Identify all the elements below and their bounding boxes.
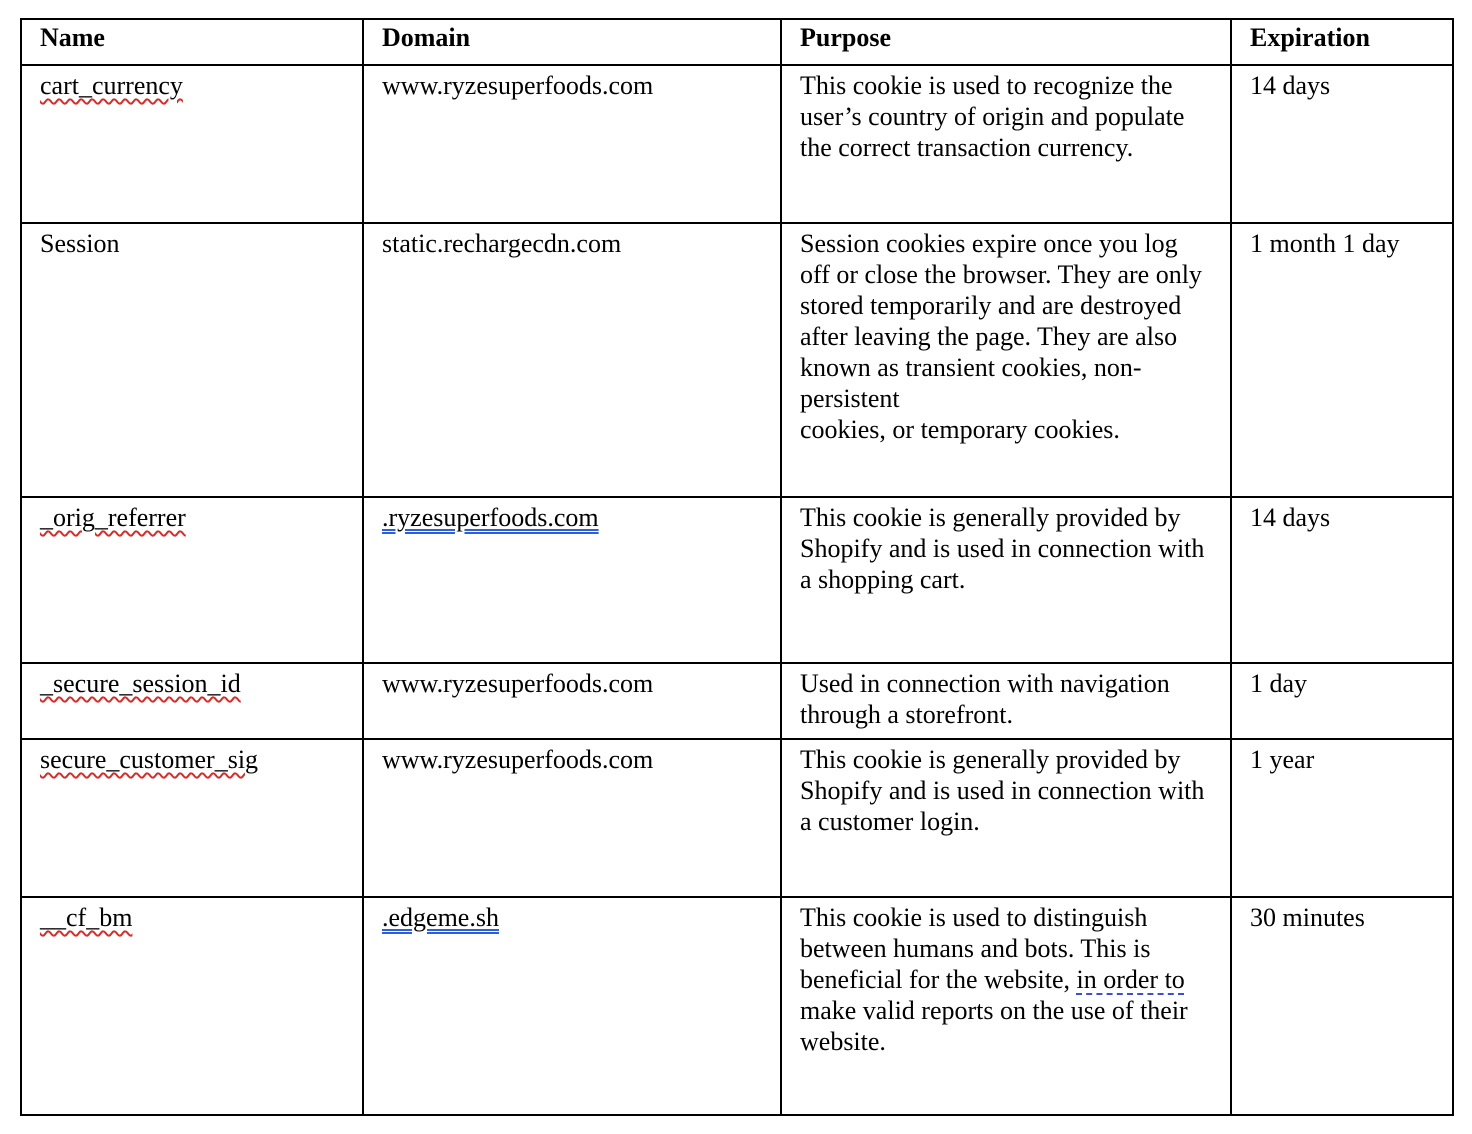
cell-expiration: 1 month 1 day — [1231, 223, 1453, 497]
table-row — [21, 497, 1453, 663]
cell-purpose: This cookie is generally provided by Shopify and is used in connection with a customer login. — [781, 739, 1231, 897]
domain-link[interactable]: .ryzesuperfoods.com — [382, 503, 599, 532]
cell-expiration: 30 minutes — [1231, 897, 1453, 1115]
cookie-name-text: secure_customer_sig — [40, 745, 259, 774]
header-domain: Domain — [363, 19, 781, 65]
cell-domain — [363, 497, 781, 663]
cell-name: Session — [21, 223, 363, 497]
cell-name — [21, 497, 363, 663]
header-purpose: Purpose — [781, 19, 1231, 65]
table-row — [21, 897, 1453, 1115]
cookie-name-text: _orig_referrer — [40, 503, 186, 532]
cell-purpose — [781, 897, 1231, 1115]
purpose-text-start: This cookie is used to distinguish between humans and bots. This is beneficial for the website, — [800, 903, 1151, 994]
table-header-row — [21, 19, 1453, 65]
header-expiration: Expiration — [1231, 19, 1453, 65]
cell-domain: www.ryzesuperfoods.com — [363, 65, 781, 223]
cell-domain: www.ryzesuperfoods.com — [363, 663, 781, 739]
cookie-name-text: __cf_bm — [40, 903, 133, 932]
cell-domain: static.rechargecdn.com — [363, 223, 781, 497]
header-name: Name — [21, 19, 363, 65]
cell-expiration: 1 day — [1231, 663, 1453, 739]
cell-name — [21, 739, 363, 897]
table-row — [21, 65, 1453, 223]
cell-expiration: 14 days — [1231, 65, 1453, 223]
cell-domain: www.ryzesuperfoods.com — [363, 739, 781, 897]
table-row — [21, 739, 1453, 897]
cell-purpose: Session cookies expire once you log off or close the browser. They are only stored temporarily and are destroyed after leaving the page. They are also known as transient cookies, non-persistent cookies, or temporary cookies. — [781, 223, 1231, 497]
cookie-name-text: cart_currency — [40, 71, 183, 100]
grammar-flagged-phrase[interactable]: in order to — [1076, 965, 1185, 994]
table-row — [21, 663, 1453, 739]
cell-domain — [363, 897, 781, 1115]
cell-name — [21, 897, 363, 1115]
table-row — [21, 223, 1453, 497]
cell-name — [21, 663, 363, 739]
cell-purpose: This cookie is used to recognize the user’s country of origin and populate the correct transaction currency. — [781, 65, 1231, 223]
cell-purpose: Used in connection with navigation through a storefront. — [781, 663, 1231, 739]
cell-expiration: 14 days — [1231, 497, 1453, 663]
purpose-text-end: make valid reports on the use of their website. — [800, 996, 1188, 1056]
domain-link[interactable]: .edgeme.sh — [382, 903, 499, 932]
cookie-name-text: _secure_session_id — [40, 669, 241, 698]
cell-name — [21, 65, 363, 223]
cookie-table — [20, 18, 1454, 1116]
cell-purpose: This cookie is generally provided by Shopify and is used in connection with a shopping cart. — [781, 497, 1231, 663]
cell-expiration: 1 year — [1231, 739, 1453, 897]
